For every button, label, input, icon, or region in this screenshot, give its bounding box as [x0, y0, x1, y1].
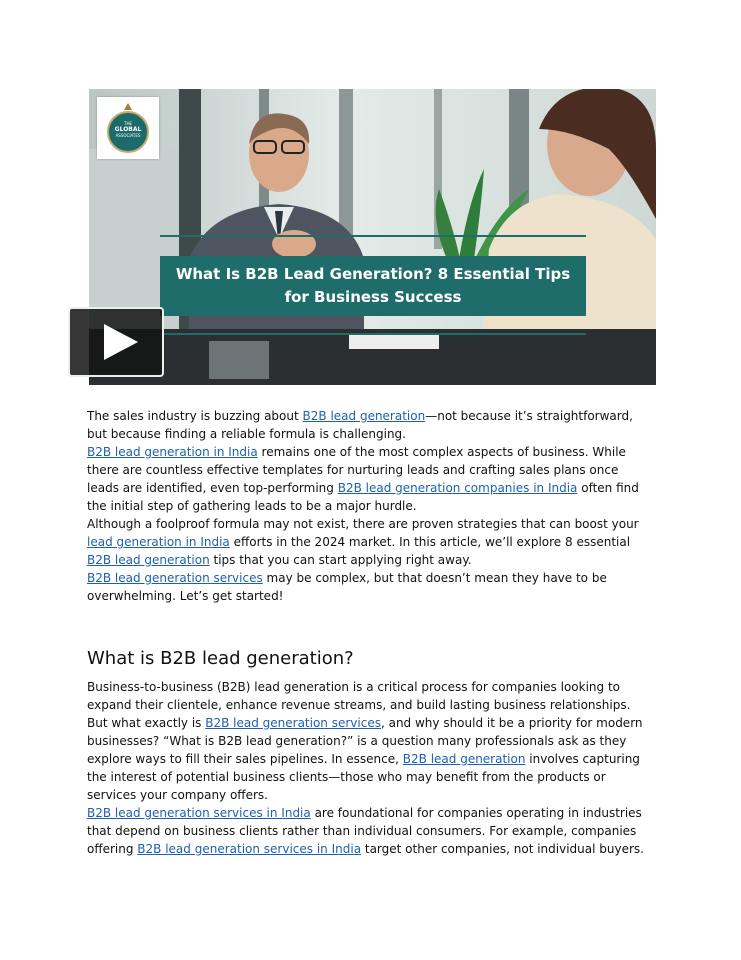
logo-sub: ASSOCIATES [115, 133, 141, 138]
company-logo [97, 97, 159, 159]
hero-image [89, 89, 656, 385]
intro-paragraph-2 [87, 443, 652, 515]
hero-title-line2: for Business Success [284, 288, 462, 306]
text: Business-to-business (B2B) lead generation is a critical process for companies looking to expand their clientele, enhance revenue streams, and build lasting business relationships. But what exactly is [87, 680, 631, 730]
link-b2b-lead-generation-services[interactable]: B2B lead generation services [87, 571, 263, 585]
section-content [87, 678, 652, 858]
logo-name: GLOBAL [114, 126, 142, 133]
text: remains one of the most complex aspects of business. While there are countless effective templates for nurturing leads and crafting sales plans once leads are identified, even top-performing [87, 445, 626, 495]
text: often find the initial step of gathering leads to be a major hurdle. [87, 481, 639, 513]
text: The sales industry is buzzing about [87, 409, 303, 423]
text: target other companies, not individual buyers. [361, 842, 644, 856]
intro-content [87, 407, 652, 605]
text: efforts in the 2024 market. In this article, we’ll explore 8 essential [229, 535, 631, 549]
play-icon [104, 324, 138, 360]
link-lead-generation-in-india[interactable]: lead generation in India [87, 535, 230, 549]
intro-paragraph-1 [87, 407, 652, 443]
link-b2b-lead-generation-2[interactable]: B2B lead generation [87, 553, 210, 567]
logo-the: THE [124, 121, 132, 126]
office-meeting-photo [89, 89, 656, 385]
text: involves capturing the interest of potential business clients—those who may benefit from the products or services your company offers. [87, 752, 640, 802]
intro-paragraph-4 [87, 569, 652, 605]
title-top-rule [160, 235, 586, 237]
link-b2b-lead-generation-services-in-india[interactable]: B2B lead generation services in India [87, 806, 311, 820]
logo-triangle-icon [124, 103, 132, 110]
hero-title-banner [160, 256, 586, 316]
text: are foundational for companies operating in industries that depend on business clients rather than individual consumers. For example, companies offering [87, 806, 642, 856]
text: , and why should it be a priority for modern businesses? “What is B2B lead generation?” is a question many professionals ask as they explore ways to fill their sales pipelines. In essence, [87, 716, 643, 766]
link-b2b-lead-generation-3[interactable]: B2B lead generation [402, 752, 526, 766]
section-paragraph-1 [87, 678, 652, 804]
section-paragraph-2 [87, 804, 652, 858]
link-b2b-lead-generation-in-india[interactable]: B2B lead generation in India [87, 445, 258, 459]
link-b2b-lead-generation[interactable]: B2B lead generation [302, 409, 426, 423]
logo-badge [107, 111, 149, 153]
intro-paragraph-3 [87, 515, 652, 569]
hero-title-line1: What Is B2B Lead Generation? 8 Essential Tips [175, 265, 571, 283]
text: —not because it’s straightforward, but because finding a reliable formula is challenging. [87, 409, 633, 441]
text: tips that you can start applying right away. [209, 553, 472, 567]
section-heading: What is B2B lead generation? [87, 648, 354, 669]
text: may be complex, but that doesn’t mean they have to be overwhelming. Let’s get started! [87, 571, 607, 603]
title-bottom-rule [160, 333, 586, 335]
link-b2b-lead-generation-services-2[interactable]: B2B lead generation services [205, 716, 381, 730]
link-b2b-lead-generation-services-in-india-2[interactable]: B2B lead generation services in India [137, 842, 362, 856]
link-b2b-lead-generation-companies-in-india[interactable]: B2B lead generation companies in India [337, 481, 578, 495]
text: Although a foolproof formula may not exist, there are proven strategies that can boost your [87, 517, 639, 531]
video-play-button[interactable] [68, 307, 164, 377]
